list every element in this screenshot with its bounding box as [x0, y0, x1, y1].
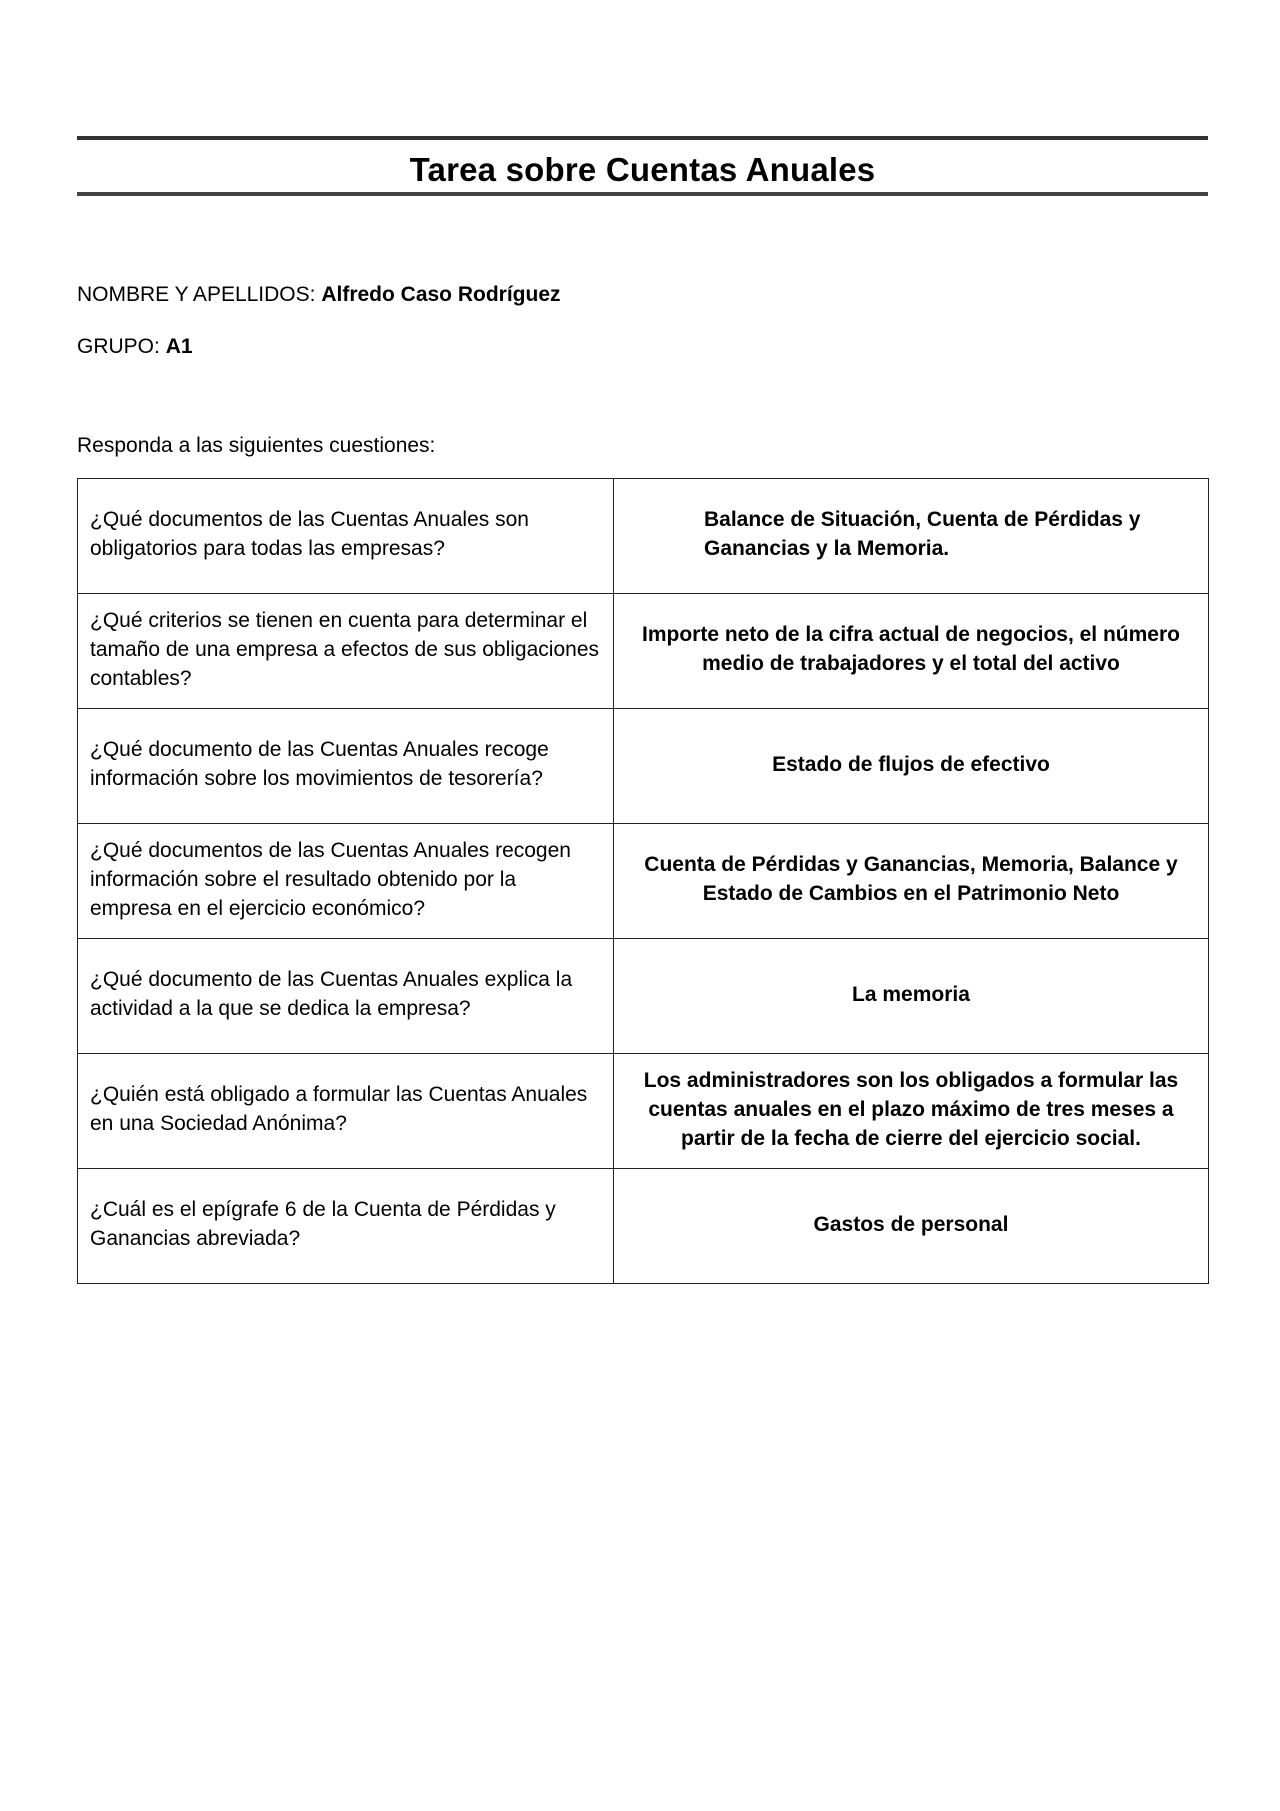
question-cell: ¿Cuál es el epígrafe 6 de la Cuenta de Pérdidas y Ganancias abreviada? — [78, 1169, 614, 1284]
student-name-value: Alfredo Caso Rodríguez — [321, 283, 561, 306]
table-row — [78, 824, 1209, 939]
question-cell: ¿Qué documentos de las Cuentas Anuales recogen información sobre el resultado obtenido por la empresa en el ejercicio económico? — [78, 824, 614, 939]
group-value: A1 — [165, 335, 193, 358]
table-row — [78, 939, 1209, 1054]
group-line — [77, 334, 193, 360]
table-row — [78, 1169, 1209, 1284]
table-row — [78, 1054, 1209, 1169]
question-cell: ¿Quién está obligado a formular las Cuentas Anuales en una Sociedad Anónima? — [78, 1054, 614, 1169]
table-row — [78, 479, 1209, 594]
question-cell: ¿Qué documento de las Cuentas Anuales recoge información sobre los movimientos de tesorería? — [78, 709, 614, 824]
table-row — [78, 594, 1209, 709]
question-cell: ¿Qué documento de las Cuentas Anuales explica la actividad a la que se dedica la empresa? — [78, 939, 614, 1054]
answer-cell: Balance de Situación, Cuenta de Pérdidas y Ganancias y la Memoria. — [614, 479, 1209, 594]
group-label: GRUPO: — [77, 335, 166, 358]
answer-cell: Gastos de personal — [614, 1169, 1209, 1284]
questions-table — [77, 478, 1209, 1284]
answer-cell: La memoria — [614, 939, 1209, 1054]
answer-cell: Cuenta de Pérdidas y Ganancias, Memoria, Balance y Estado de Cambios en el Patrimonio Neto — [614, 824, 1209, 939]
student-name-label: NOMBRE Y APELLIDOS: — [77, 283, 322, 306]
instructions-text: Responda a las siguientes cuestiones: — [77, 434, 436, 457]
answer-cell: Importe neto de la cifra actual de negocios, el número medio de trabajadores y el total del activo — [614, 594, 1209, 709]
title-block — [77, 136, 1208, 196]
student-name-line — [77, 282, 561, 308]
question-cell: ¿Qué criterios se tienen en cuenta para determinar el tamaño de una empresa a efectos de sus obligaciones contables? — [78, 594, 614, 709]
answer-cell: Los administradores son los obligados a formular las cuentas anuales en el plazo máximo de tres meses a partir de la fecha de cierre del ejercicio social. — [614, 1054, 1209, 1169]
question-cell: ¿Qué documentos de las Cuentas Anuales son obligatorios para todas las empresas? — [78, 479, 614, 594]
table-row — [78, 709, 1209, 824]
answer-cell: Estado de flujos de efectivo — [614, 709, 1209, 824]
document-title: Tarea sobre Cuentas Anuales — [409, 151, 876, 188]
